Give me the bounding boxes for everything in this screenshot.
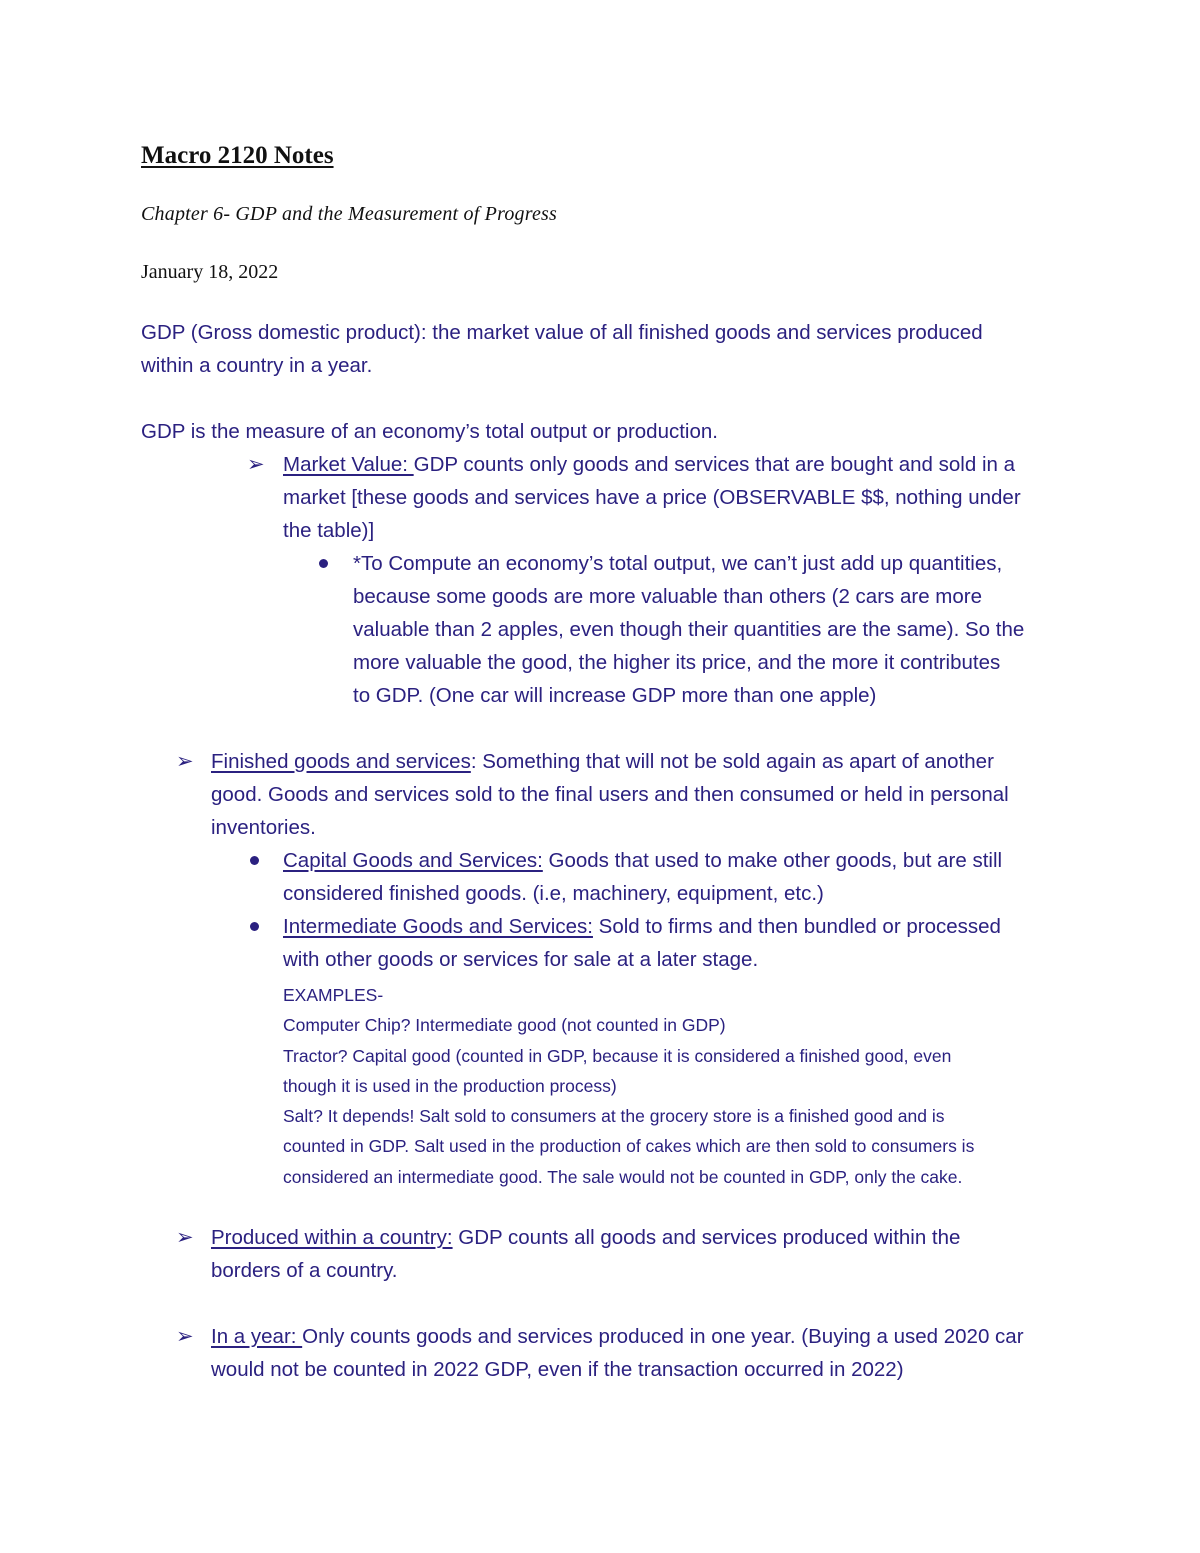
compute-note: [353, 547, 1113, 712]
in-a-year-line-2: would not be counted in 2022 GDP, even if the transaction occurred in 2022): [211, 1358, 904, 1381]
arrow-bullet-icon: ➢: [176, 750, 194, 773]
capital-goods-item: [283, 844, 1103, 910]
capital-goods-term: Capital Goods and Services:: [283, 849, 543, 872]
examples-line: Salt? It depends! Salt sold to consumers at the grocery store is a finished good and is: [283, 1106, 945, 1127]
arrow-bullet-icon: ➢: [176, 1226, 194, 1249]
intermediate-goods-term: Intermediate Goods and Services:: [283, 915, 593, 938]
gdp-measure-line: GDP is the measure of an economy’s total output or production.: [141, 420, 718, 443]
intermediate-goods-line-2: with other goods or services for sale at a later stage.: [283, 948, 759, 971]
finished-goods-term: Finished goods and services: [211, 750, 471, 773]
compute-note-line: valuable than 2 apples, even though their quantities are the same). So the: [353, 618, 1025, 641]
compute-note-line: to GDP. (One car will increase GDP more than one apple): [353, 684, 877, 707]
intermediate-goods-text: Sold to firms and then bundled or processed: [592, 915, 1001, 938]
capital-goods-text: Goods that used to make other goods, but are still: [542, 849, 1003, 872]
intermediate-goods-item: [283, 910, 1103, 976]
in-a-year-text: Only counts goods and services produced in one year. (Buying a used 2020 car: [302, 1325, 1024, 1348]
arrow-bullet-icon: ➢: [247, 453, 265, 476]
examples-line: Tractor? Capital good (counted in GDP, because it is considered a finished good, even: [283, 1045, 952, 1066]
finished-goods-line-2: good. Goods and services sold to the final users and then consumed or held in personal: [211, 783, 1009, 806]
produced-within-text: GDP counts all goods and services produced within the: [452, 1226, 961, 1249]
finished-goods-line-3: inventories.: [211, 816, 316, 839]
doc-title: Macro 2120 Notes: [141, 142, 334, 169]
bullet-dot-icon: [319, 559, 328, 568]
compute-note-line: more valuable the good, the higher its price, and the more it contributes: [353, 651, 1001, 674]
gdp-definition-line-2: within a country in a year.: [141, 354, 373, 377]
market-value-line-2: market [these goods and services have a price (OBSERVABLE $$, nothing under: [283, 486, 1021, 509]
produced-within-item: [211, 1221, 1111, 1287]
market-value-term: Market Value:: [283, 453, 414, 476]
bullet-dot-icon: [250, 856, 259, 865]
finished-goods-text: : Something that will not be sold again as apart of another: [470, 750, 994, 773]
examples-line: though it is used in the production process): [283, 1075, 617, 1096]
market-value-item: [283, 448, 1083, 547]
date-line: January 18, 2022: [141, 261, 279, 283]
market-value-text: GDP counts only goods and services that are bought and sold in a: [413, 453, 1015, 476]
examples-line: Computer Chip? Intermediate good (not counted in GDP): [283, 1015, 726, 1036]
in-a-year-item: [211, 1320, 1111, 1386]
examples-line: EXAMPLES-: [283, 985, 384, 1005]
market-value-line-3: the table)]: [283, 519, 375, 542]
produced-within-term: Produced within a country:: [211, 1226, 453, 1249]
gdp-definition: [141, 316, 983, 382]
bullet-dot-icon: [250, 922, 259, 931]
finished-goods-item: [211, 745, 1111, 844]
examples-line: counted in GDP. Salt used in the production of cakes which are then sold to consumers is: [283, 1136, 975, 1157]
chapter-heading: Chapter 6- GDP and the Measurement of Progress: [141, 203, 558, 225]
capital-goods-line-2: considered finished goods. (i.e, machinery, equipment, etc.): [283, 882, 824, 905]
gdp-definition-line-1: GDP (Gross domestic product): the market value of all finished goods and services produced: [141, 321, 983, 344]
in-a-year-term: In a year:: [211, 1325, 303, 1348]
compute-note-line: because some goods are more valuable than others (2 cars are more: [353, 585, 983, 608]
compute-note-line: *To Compute an economy’s total output, we can’t just add up quantities,: [353, 552, 1003, 575]
arrow-bullet-icon: ➢: [176, 1325, 194, 1348]
produced-within-line-2: borders of a country.: [211, 1259, 398, 1282]
examples-line: considered an intermediate good. The sale would not be counted in GDP, only the cake.: [283, 1166, 963, 1187]
examples-block: [283, 980, 1103, 1192]
